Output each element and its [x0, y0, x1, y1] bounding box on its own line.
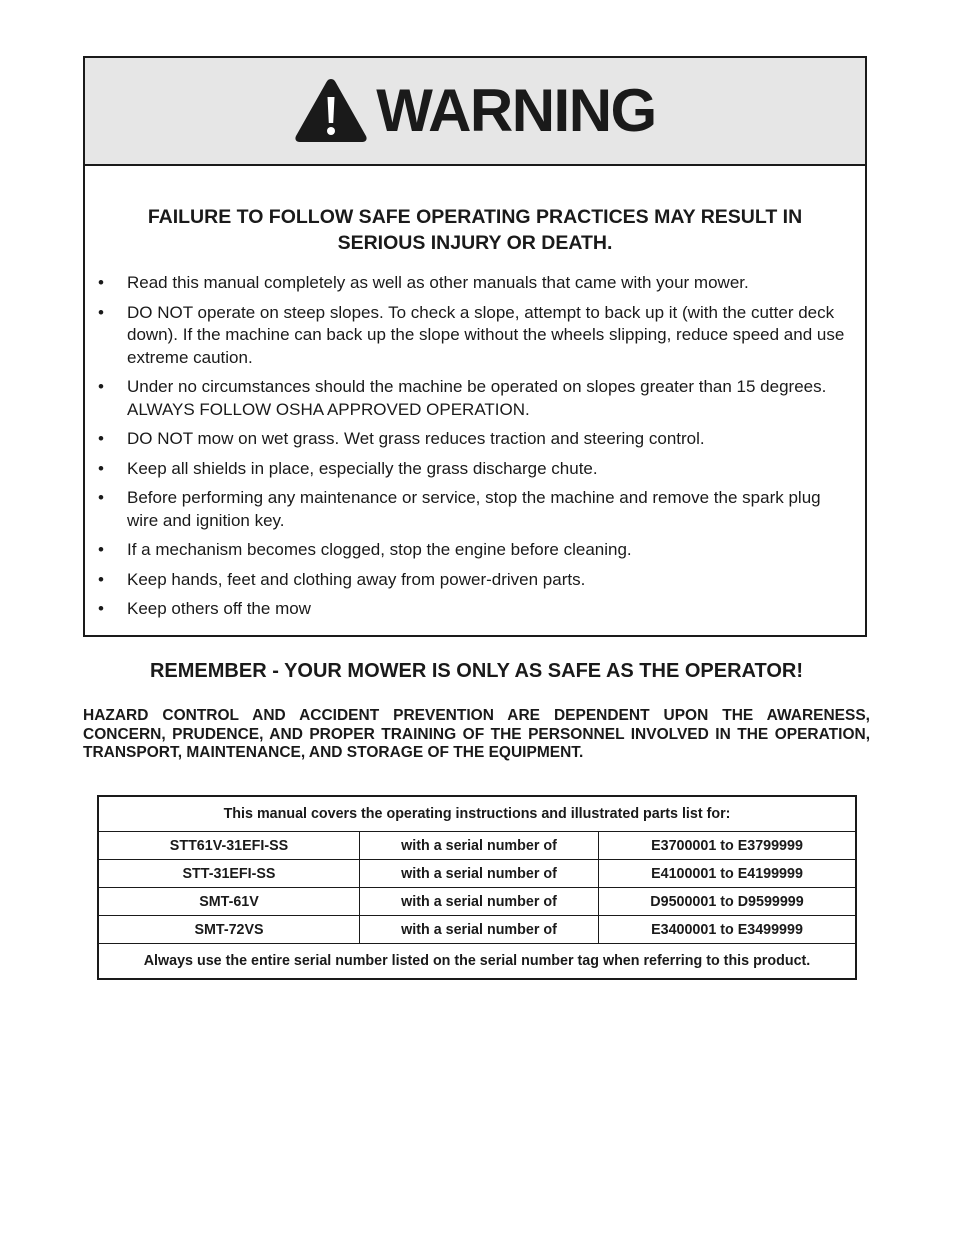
list-item: • Read this manual completely as well as other manuals that came with your mower.	[97, 272, 845, 295]
serial-label-cell: with a serial number of	[360, 832, 599, 860]
serial-range-cell: E3700001 to E3799999	[599, 832, 857, 860]
table-row	[98, 860, 856, 888]
list-item: • Under no circumstances should the machine be operated on slopes greater than 15 degrees. ALWAYS FOLLOW OSHA APPROVED OPERATION.	[97, 376, 845, 421]
list-item: • Keep hands, feet and clothing away from power-driven parts.	[97, 569, 845, 592]
safety-list	[97, 272, 845, 621]
model-cell: SMT-61V	[98, 888, 360, 916]
failure-heading: FAILURE TO FOLLOW SAFE OPERATING PRACTICES MAY RESULT IN SERIOUS INJURY OR DEATH.	[147, 206, 803, 254]
serial-label-cell: with a serial number of	[360, 916, 599, 944]
list-item: • If a mechanism becomes clogged, stop the engine before cleaning.	[97, 539, 845, 562]
table-footer: Always use the entire serial number listed on the serial number tag when referring to this product.	[98, 944, 856, 980]
warning-box	[83, 56, 867, 637]
warning-title: WARNING	[376, 77, 656, 144]
serial-label-cell: with a serial number of	[360, 888, 599, 916]
warning-triangle-icon	[294, 75, 376, 148]
model-cell: STT-31EFI-SS	[98, 860, 360, 888]
list-item: • DO NOT mow on wet grass. Wet grass reduces traction and steering control.	[97, 428, 845, 451]
model-cell: STT61V-31EFI-SS	[98, 832, 360, 860]
list-item: • DO NOT operate on steep slopes. To check a slope, attempt to back up it (with the cutter deck down). If the machine can back up the slope without the wheels slipping, reduce speed and use extreme caution.	[97, 302, 845, 370]
hazard-paragraph: HAZARD CONTROL AND ACCIDENT PREVENTION ARE DEPENDENT UPON THE AWARENESS, CONCERN, PRUDENCE, AND PROPER TRAINING OF THE PERSONNEL INVOLVED IN THE OPERATION, TRANSPORT, MAINTENANCE, AND STORAGE OF THE EQUIPMENT.	[83, 707, 870, 761]
serial-number-table	[97, 795, 857, 980]
table-row	[98, 888, 856, 916]
serial-range-cell: E4100001 to E4199999	[599, 860, 857, 888]
serial-range-cell: E3400001 to E3499999	[599, 916, 857, 944]
remember-statement: REMEMBER - YOUR MOWER IS ONLY AS SAFE AS THE OPERATOR!	[149, 660, 804, 682]
serial-label-cell: with a serial number of	[360, 860, 599, 888]
list-item: • Before performing any maintenance or service, stop the machine and remove the spark plug wire and ignition key.	[97, 487, 845, 532]
table-header: This manual covers the operating instructions and illustrated parts list for:	[98, 796, 856, 832]
table-row	[98, 916, 856, 944]
warning-header	[85, 58, 865, 166]
model-cell: SMT-72VS	[98, 916, 360, 944]
list-item: • Keep others off the mow	[97, 598, 845, 621]
table-row	[98, 832, 856, 860]
table-header-row	[98, 796, 856, 832]
serial-range-cell: D9500001 to D9599999	[599, 888, 857, 916]
table-footer-row	[98, 944, 856, 980]
list-item: • Keep all shields in place, especially the grass discharge chute.	[97, 458, 845, 481]
